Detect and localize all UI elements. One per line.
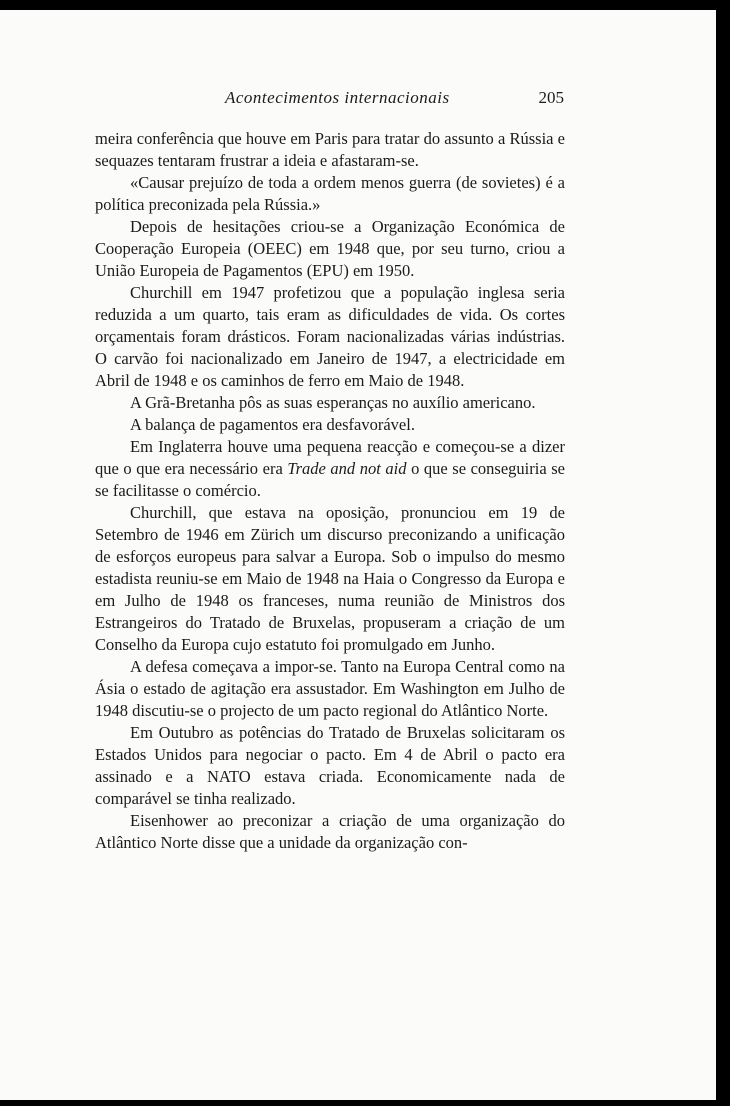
- paragraph-zurich: Churchill, que estava na oposição, pronunciou em 19 de Setembro de 1946 em Zürich um discurso preconizando a unificação de esforços europeus para salvar a Europa. Sob o impulso do mesmo estadista reuniu-se em Maio de 1948 na Haia o Congresso da Europa e em Julho de 1948 os franceses, numa reunião de Ministros dos Estrangeiros do Tratado de Bruxelas, propuseram a criação de um Conselho da Europa cujo estatuto foi promulgado em Junho.: [95, 503, 565, 654]
- running-title: Acontecimentos internacionais: [225, 88, 450, 107]
- page-header: [95, 88, 570, 112]
- page-number: 205: [538, 88, 564, 107]
- paragraph-trade-not-aid: [95, 436, 565, 502]
- paragraph-balance: A balança de pagamentos era desfavorável.: [130, 415, 415, 434]
- trade-text-after: o que se conseguiria se se facilitasse o comércio.: [95, 459, 565, 500]
- paragraph-continuation: meira conferência que houve em Paris para tratar do assunto a Rússia e sequazes tentaram frustrar a ideia e afastaram-se.: [95, 129, 565, 170]
- paragraph-american-aid: A Grã-Bretanha pôs as suas esperanças no auxílio americano.: [130, 393, 536, 412]
- paragraph-quote: «Causar prejuízo de toda a ordem menos guerra (de sovietes) é a política preconizada pela Rússia.»: [95, 173, 565, 214]
- paragraph-defence: A defesa começava a impor-se. Tanto na Europa Central como na Ásia o estado de agitação era assustador. Em Washington em Julho de 1948 discutiu-se o projecto de um pacto regional do Atlântico Norte.: [95, 657, 565, 720]
- trade-text-italic: Trade and not aid: [287, 459, 407, 478]
- paragraph-nato: Em Outubro as potências do Tratado de Bruxelas solicitaram os Estados Unidos para negociar o pacto. Em 4 de Abril o pacto era assinado e a NATO estava criada. Economicamente nada de comparável se tinha realizado.: [95, 723, 565, 808]
- book-page: [0, 10, 716, 1100]
- body-text: [95, 128, 565, 854]
- paragraph-churchill-1947: Churchill em 1947 profetizou que a população inglesa seria reduzida a um quarto, tais eram as dificuldades de vida. Os cortes orçamentais foram drásticos. Foram nacionalizadas várias indústrias. O carvão foi nacionalizado em Janeiro de 1947, a electricidade em Abril de 1948 e os caminhos de ferro em Maio de 1948.: [95, 283, 565, 390]
- paragraph-oeec: Depois de hesitações criou-se a Organização Económica de Cooperação Europeia (OEEC) em 1948 que, por seu turno, criou a União Europeia de Pagamentos (EPU) em 1950.: [95, 217, 565, 280]
- paragraph-eisenhower: Eisenhower ao preconizar a criação de uma organização do Atlântico Norte disse que a unidade da organização con-: [95, 811, 565, 852]
- trade-text-before: Em Inglaterra houve uma pequena reacção e começou-se a dizer que o que era necessário era: [95, 437, 565, 478]
